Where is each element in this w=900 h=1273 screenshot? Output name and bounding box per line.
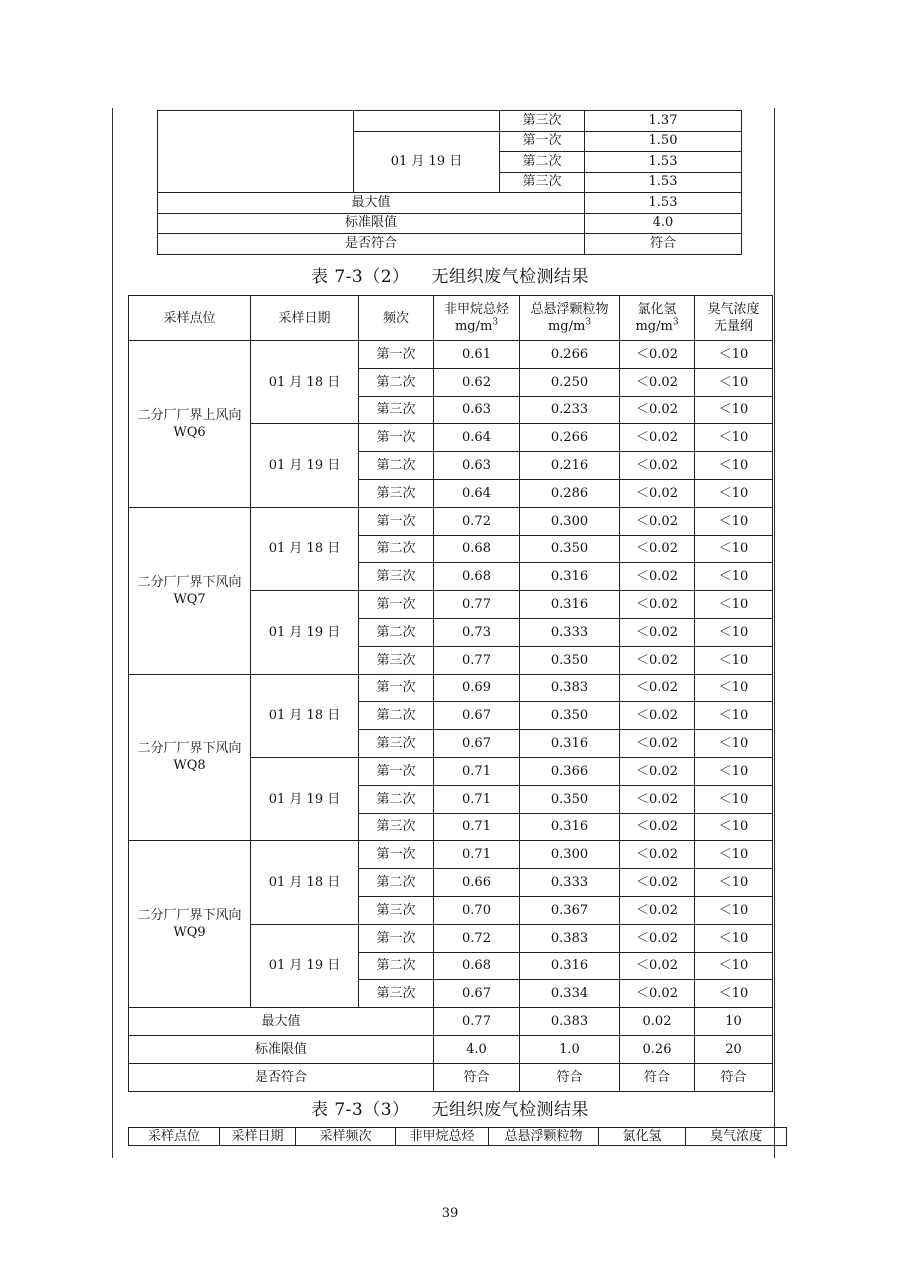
max-label: 最大值 [158, 193, 585, 214]
nmhc-cell: 0.72 [434, 924, 520, 952]
freq-cell: 第三次 [359, 563, 434, 591]
tsp-cell: 0.300 [520, 841, 620, 869]
odor-cell: ＜10 [695, 591, 773, 619]
odor-cell: ＜10 [695, 424, 773, 452]
odor-cell: ＜10 [695, 952, 773, 980]
nmhc-cell: 0.63 [434, 396, 520, 424]
nmhc-cell: 0.63 [434, 452, 520, 480]
odor-cell: ＜10 [695, 507, 773, 535]
table-row [129, 841, 773, 869]
summary-label: 是否符合 [129, 1063, 434, 1091]
hcl-cell: ＜0.02 [620, 507, 695, 535]
date-cell: 01 月 18 日 [251, 674, 359, 757]
freq-cell: 第三次 [359, 646, 434, 674]
value-cell: 1.53 [585, 152, 742, 173]
tsp-cell: 0.367 [520, 896, 620, 924]
odor-cell: ＜10 [695, 368, 773, 396]
nmhc-cell: 0.67 [434, 702, 520, 730]
summary-label: 标准限值 [129, 1035, 434, 1063]
date-cell: 01 月 18 日 [251, 841, 359, 924]
tsp-cell: 0.350 [520, 646, 620, 674]
tsp-cell: 0.333 [520, 618, 620, 646]
value-cell: 1.50 [585, 131, 742, 152]
freq-cell: 第一次 [359, 507, 434, 535]
odor-cell: ＜10 [695, 646, 773, 674]
odor-cell: ＜10 [695, 452, 773, 480]
nmhc-cell: 0.62 [434, 368, 520, 396]
freq-cell: 第二次 [359, 785, 434, 813]
tsp-cell: 0.350 [520, 535, 620, 563]
site-cell: 二分厂厂界上风向 WQ6 [129, 341, 251, 508]
site-cell: 二分厂厂界下风向 WQ7 [129, 507, 251, 674]
emission-table [128, 295, 773, 1092]
tsp-cell: 0.316 [520, 730, 620, 758]
odor-cell: ＜10 [695, 980, 773, 1008]
freq-cell: 第一次 [359, 341, 434, 369]
summary-row [158, 213, 742, 234]
odor-cell: ＜10 [695, 813, 773, 841]
odor-cell: ＜10 [695, 841, 773, 869]
max-value: 1.53 [585, 193, 742, 214]
tsp-cell: 0.316 [520, 952, 620, 980]
date-cell: 01 月 19 日 [251, 924, 359, 1007]
summary-row [129, 1008, 773, 1036]
tsp-cell: 0.350 [520, 702, 620, 730]
nmhc-cell: 0.61 [434, 341, 520, 369]
table-row [158, 111, 742, 132]
hcl-cell: ＜0.02 [620, 785, 695, 813]
nmhc-cell: 0.64 [434, 424, 520, 452]
next-table [128, 1127, 787, 1146]
date-cell [354, 111, 500, 132]
freq-cell: 第三次 [359, 479, 434, 507]
hcl-cell: ＜0.02 [620, 618, 695, 646]
tsp-cell: 0.266 [520, 424, 620, 452]
header-row [129, 296, 773, 341]
tsp-cell: 0.316 [520, 591, 620, 619]
header-cell: 采样频次 [296, 1128, 396, 1146]
hcl-cell: ＜0.02 [620, 368, 695, 396]
header-cell: 采样点位 [129, 1128, 220, 1146]
freq-cell: 第一次 [359, 841, 434, 869]
nmhc-cell: 0.69 [434, 674, 520, 702]
tsp-cell: 0.233 [520, 396, 620, 424]
nmhc-cell: 0.66 [434, 869, 520, 897]
caption-title: 无组织废气检测结果 [431, 1100, 590, 1120]
table-caption [0, 1095, 900, 1120]
odor-cell: ＜10 [695, 535, 773, 563]
hcl-cell: ＜0.02 [620, 479, 695, 507]
tsp-cell: 0.316 [520, 563, 620, 591]
hcl-cell: ＜0.02 [620, 646, 695, 674]
table-row [129, 674, 773, 702]
tsp-cell: 0.366 [520, 757, 620, 785]
comply-label: 是否符合 [158, 234, 585, 255]
comply-value: 符合 [585, 234, 742, 255]
hcl-cell: ＜0.02 [620, 341, 695, 369]
hcl-cell: ＜0.02 [620, 924, 695, 952]
freq-cell: 第二次 [359, 618, 434, 646]
header-cell: 采样日期 [220, 1128, 296, 1146]
summary-row [158, 234, 742, 255]
freq-cell: 第三次 [359, 813, 434, 841]
nmhc-cell: 0.68 [434, 563, 520, 591]
odor-cell: ＜10 [695, 674, 773, 702]
table-caption [0, 262, 900, 287]
summary-row [129, 1035, 773, 1063]
freq-cell: 第一次 [359, 674, 434, 702]
date-cell: 01 月 19 日 [354, 131, 500, 193]
table-row [129, 341, 773, 369]
freq-cell: 第三次 [500, 172, 585, 193]
summary-row [158, 193, 742, 214]
hcl-cell: ＜0.02 [620, 424, 695, 452]
freq-cell: 第三次 [359, 730, 434, 758]
odor-cell: 10 [695, 1008, 773, 1036]
freq-cell: 第二次 [500, 152, 585, 173]
odor-cell: ＜10 [695, 479, 773, 507]
hcl-cell: 0.26 [620, 1035, 695, 1063]
date-cell: 01 月 18 日 [251, 507, 359, 590]
caption-number: 表 7-3（2） [310, 267, 410, 287]
header-cell: 总悬浮颗粒物 [489, 1128, 599, 1146]
summary-label: 最大值 [129, 1008, 434, 1036]
freq-cell: 第一次 [359, 757, 434, 785]
table-row [129, 507, 773, 535]
hcl-cell: ＜0.02 [620, 535, 695, 563]
nmhc-cell: 0.71 [434, 813, 520, 841]
tsp-cell: 0.216 [520, 452, 620, 480]
hcl-cell: 符合 [620, 1063, 695, 1091]
nmhc-cell: 0.68 [434, 952, 520, 980]
freq-cell: 第二次 [359, 368, 434, 396]
odor-cell: ＜10 [695, 563, 773, 591]
tsp-cell: 0.383 [520, 1008, 620, 1036]
header-site: 采样点位 [129, 296, 251, 341]
hcl-cell: 0.02 [620, 1008, 695, 1036]
summary-row [129, 1063, 773, 1091]
freq-cell: 第一次 [359, 424, 434, 452]
odor-cell: ＜10 [695, 396, 773, 424]
odor-cell: ＜10 [695, 730, 773, 758]
hcl-cell: ＜0.02 [620, 591, 695, 619]
odor-cell: ＜10 [695, 702, 773, 730]
freq-cell: 第二次 [359, 702, 434, 730]
nmhc-cell: 0.70 [434, 896, 520, 924]
odor-cell: ＜10 [695, 341, 773, 369]
header-row [129, 1128, 787, 1146]
header-odor: 臭气浓度 无量纲 [695, 296, 773, 341]
nmhc-cell: 0.77 [434, 646, 520, 674]
site-cell: 二分厂厂界下风向 WQ9 [129, 841, 251, 1008]
date-cell: 01 月 19 日 [251, 757, 359, 840]
freq-cell: 第三次 [359, 396, 434, 424]
limit-label: 标准限值 [158, 213, 585, 234]
tsp-cell: 0.383 [520, 674, 620, 702]
site-cell: 二分厂厂界下风向 WQ8 [129, 674, 251, 841]
hcl-cell: ＜0.02 [620, 757, 695, 785]
caption-number: 表 7-3（3） [310, 1100, 410, 1120]
nmhc-cell: 0.68 [434, 535, 520, 563]
page-number: 39 [441, 1206, 459, 1221]
header-nmhc: 非甲烷总烃 $mg/m^3$ [434, 296, 520, 341]
tsp-cell: 符合 [520, 1063, 620, 1091]
nmhc-cell: 0.77 [434, 1008, 520, 1036]
freq-cell: 第一次 [359, 591, 434, 619]
date-cell: 01 月 18 日 [251, 341, 359, 424]
odor-cell: 符合 [695, 1063, 773, 1091]
limit-value: 4.0 [585, 213, 742, 234]
tsp-cell: 0.333 [520, 869, 620, 897]
odor-cell: ＜10 [695, 896, 773, 924]
odor-cell: ＜10 [695, 618, 773, 646]
hcl-cell: ＜0.02 [620, 813, 695, 841]
hcl-cell: ＜0.02 [620, 896, 695, 924]
nmhc-cell: 0.64 [434, 479, 520, 507]
freq-cell: 第二次 [359, 869, 434, 897]
hcl-cell: ＜0.02 [620, 841, 695, 869]
header-date: 采样日期 [251, 296, 359, 341]
tsp-cell: 0.286 [520, 479, 620, 507]
nmhc-cell: 0.71 [434, 785, 520, 813]
value-cell: 1.53 [585, 172, 742, 193]
nmhc-cell: 0.77 [434, 591, 520, 619]
tsp-cell: 0.350 [520, 785, 620, 813]
header-hcl: 氯化氢 $mg/m^3$ [620, 296, 695, 341]
tsp-cell: 1.0 [520, 1035, 620, 1063]
nmhc-cell: 符合 [434, 1063, 520, 1091]
odor-cell: ＜10 [695, 869, 773, 897]
header-cell: 氯化氢 [599, 1128, 686, 1146]
odor-cell: ＜10 [695, 924, 773, 952]
header-cell: 非甲烷总烃 [396, 1128, 489, 1146]
header-cell: 臭气浓度 [686, 1128, 787, 1146]
tsp-cell: 0.334 [520, 980, 620, 1008]
nmhc-cell: 0.71 [434, 757, 520, 785]
freq-cell: 第三次 [359, 896, 434, 924]
hcl-cell: ＜0.02 [620, 702, 695, 730]
odor-cell: ＜10 [695, 757, 773, 785]
odor-cell: ＜10 [695, 785, 773, 813]
caption-title: 无组织废气检测结果 [431, 267, 590, 287]
hcl-cell: ＜0.02 [620, 730, 695, 758]
freq-cell: 第二次 [359, 952, 434, 980]
freq-cell: 第一次 [359, 924, 434, 952]
freq-cell: 第三次 [500, 111, 585, 132]
continuation-table [157, 110, 742, 255]
nmhc-cell: 0.72 [434, 507, 520, 535]
nmhc-cell: 0.67 [434, 730, 520, 758]
tsp-cell: 0.383 [520, 924, 620, 952]
nmhc-cell: 0.73 [434, 618, 520, 646]
value-cell: 1.37 [585, 111, 742, 132]
tsp-cell: 0.300 [520, 507, 620, 535]
date-cell: 01 月 19 日 [251, 591, 359, 674]
hcl-cell: ＜0.02 [620, 563, 695, 591]
odor-cell: 20 [695, 1035, 773, 1063]
freq-cell: 第三次 [359, 980, 434, 1008]
hcl-cell: ＜0.02 [620, 980, 695, 1008]
freq-cell: 第一次 [500, 131, 585, 152]
nmhc-cell: 0.67 [434, 980, 520, 1008]
hcl-cell: ＜0.02 [620, 952, 695, 980]
tsp-cell: 0.316 [520, 813, 620, 841]
nmhc-cell: 0.71 [434, 841, 520, 869]
site-cell [158, 111, 354, 193]
nmhc-cell: 4.0 [434, 1035, 520, 1063]
hcl-cell: ＜0.02 [620, 452, 695, 480]
hcl-cell: ＜0.02 [620, 396, 695, 424]
header-tsp: 总悬浮颗粒物 $mg/m^3$ [520, 296, 620, 341]
freq-cell: 第二次 [359, 452, 434, 480]
date-cell: 01 月 19 日 [251, 424, 359, 507]
tsp-cell: 0.266 [520, 341, 620, 369]
hcl-cell: ＜0.02 [620, 674, 695, 702]
hcl-cell: ＜0.02 [620, 869, 695, 897]
freq-cell: 第二次 [359, 535, 434, 563]
tsp-cell: 0.250 [520, 368, 620, 396]
header-freq: 频次 [359, 296, 434, 341]
